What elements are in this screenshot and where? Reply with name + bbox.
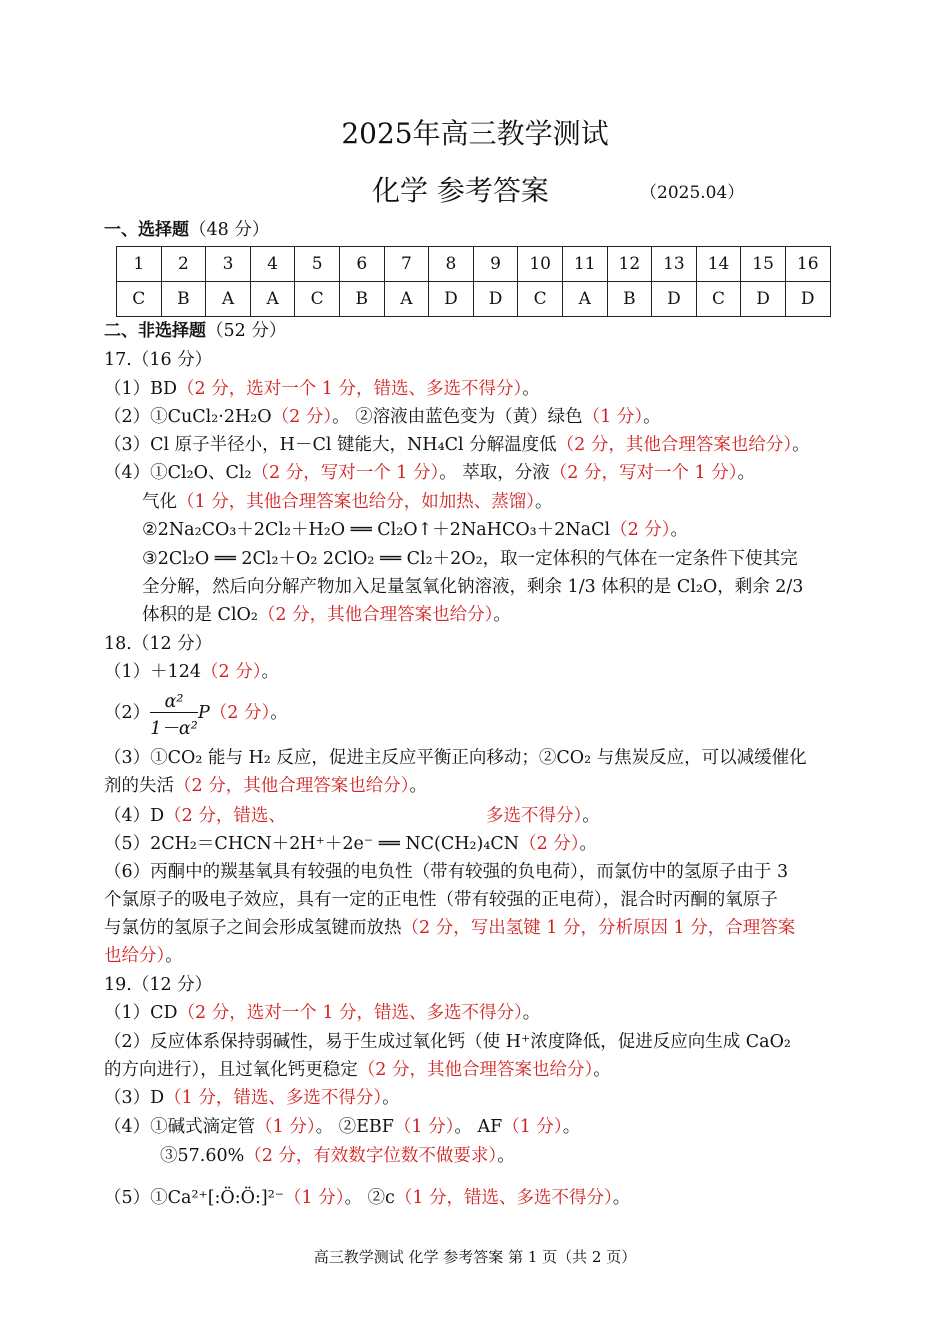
answer-table	[116, 246, 831, 317]
page-footer: 高三教学测试 化学 参考答案 第 1 页（共 2 页）	[313, 1248, 637, 1266]
answer-cell: C	[696, 282, 741, 317]
q17-part4-equation: ②2Na₂CO₃＋2Cl₂＋H₂O ══ Cl₂O↑＋2NaHCO₃＋2NaCl（2 分）。	[142, 520, 689, 540]
answer-cell: B	[339, 282, 384, 317]
question-number-cell: 4	[250, 247, 295, 282]
q18-part3-line2: 剂的失活（2 分，其他合理答案也给分）。	[104, 776, 427, 796]
q18-part6-line4: 也给分）。	[104, 946, 183, 966]
question-number-cell: 8	[429, 247, 474, 282]
answer-cell: A	[206, 282, 251, 317]
answer-cell: B	[161, 282, 206, 317]
question-number-cell: 6	[339, 247, 384, 282]
q18-title: 18.（12 分）	[104, 634, 213, 654]
section-1-heading: 一、选择题（48 分）	[104, 220, 270, 240]
q18-fraction: α² 1－α²	[150, 692, 198, 739]
question-number-cell: 11	[562, 247, 607, 282]
q18-part6-line2: 个氯原子的吸电子效应，具有一定的正电性（带有较强的正电荷），混合时丙酮的氧原子	[104, 890, 778, 910]
q17-part4-3-line2: 全分解，然后向分解产物加入足量氢氧化钠溶液，剩余 1/3 体积的是 Cl₂O，剩余 2/3	[142, 577, 804, 597]
q17-title: 17.（16 分）	[104, 350, 213, 370]
q17-part1: （1）BD（2 分，选对一个 1 分，错选、多选不得分）。	[104, 379, 540, 399]
q18-part4-rest: 多选不得分）。	[486, 806, 600, 826]
page-title: 2025年高三教学测试	[341, 117, 609, 150]
answer-cell: D	[785, 282, 830, 317]
q18-part6-line3: 与氯仿的氢原子之间会形成氢键而放热（2 分，写出氢键 1 分，分析原因 1 分，合理答案	[104, 918, 796, 938]
q17-part4-gasify: 气化（1 分，其他合理答案也给分，如加热、蒸馏）。	[142, 492, 553, 512]
q17-part2: （2）①CuCl₂·2H₂O（2 分）。 ②溶液由蓝色变为（黄）绿色（1 分）。	[104, 407, 661, 427]
q18-part2-label: （2）	[104, 703, 151, 723]
answer-cell: C	[518, 282, 563, 317]
question-number-cell: 3	[206, 247, 251, 282]
question-number-cell: 15	[741, 247, 786, 282]
question-number-cell: 14	[696, 247, 741, 282]
answer-cell: C	[117, 282, 162, 317]
answer-cell: A	[562, 282, 607, 317]
question-number-cell: 5	[295, 247, 340, 282]
question-number-cell: 10	[518, 247, 563, 282]
q17-part3: （3）Cl 原子半径小，H－Cl 键能大，NH₄Cl 分解温度低（2 分，其他合理答案也给分）。	[104, 435, 810, 455]
q19-part5: （5）①Ca²⁺[:Ö:Ö:]²⁻（1 分）。 ②c（1 分，错选、多选不得分）。	[104, 1188, 631, 1208]
question-number-cell: 9	[473, 247, 518, 282]
q18-part6-line1: （6）丙酮中的羰基氧具有较强的电负性（带有较强的负电荷），而氯仿中的氢原子由于 3	[104, 862, 789, 882]
q19-part1: （1）CD（2 分，选对一个 1 分，错选、多选不得分）。	[104, 1003, 541, 1023]
section-2-heading: 二、非选择题（52 分）	[104, 321, 287, 341]
q18-part1: （1）＋124（2 分）。	[104, 662, 279, 682]
question-number-cell: 12	[607, 247, 652, 282]
question-number-cell: 1	[117, 247, 162, 282]
q19-title: 19.（12 分）	[104, 975, 213, 995]
q17-part4: （4）①Cl₂O、Cl₂（2 分，写对一个 1 分）。 萃取，分液（2 分，写对一个 1 分）。	[104, 463, 755, 483]
q19-part2-line2: 的方向进行），且过氧化钙更稳定（2 分，其他合理答案也给分）。	[104, 1060, 611, 1080]
question-number-cell: 13	[652, 247, 697, 282]
question-number-cell: 7	[384, 247, 429, 282]
q18-part4: （4）D（2 分，错选、	[104, 806, 286, 826]
answer-cell: C	[295, 282, 340, 317]
question-number-cell: 16	[785, 247, 830, 282]
q18-part2-rest: P（2 分）。	[198, 703, 288, 723]
answer-cell: D	[429, 282, 474, 317]
answer-table-numbers	[117, 247, 831, 282]
answer-cell: A	[250, 282, 295, 317]
question-number-cell: 2	[161, 247, 206, 282]
answer-cell: A	[384, 282, 429, 317]
q18-part3-line1: （3）①CO₂ 能与 H₂ 反应，促进主反应平衡正向移动；②CO₂ 与焦炭反应，可以减缓催化	[104, 748, 807, 768]
q19-part4-3: ③57.60%（2 分，有效数字位数不做要求）。	[160, 1146, 515, 1166]
q19-part3: （3）D（1 分，错选、多选不得分）。	[104, 1088, 400, 1108]
answer-table-answers	[117, 282, 831, 317]
exam-date: （2025.04）	[640, 183, 745, 203]
answer-cell: D	[473, 282, 518, 317]
q19-part4: （4）①碱式滴定管（1 分）。 ②EBF（1 分）。 AF（1 分）。	[104, 1117, 581, 1137]
answer-cell: D	[652, 282, 697, 317]
answer-cell: B	[607, 282, 652, 317]
q18-part5: （5）2CH₂＝CHCN＋2H⁺＋2e⁻ ══ NC(CH₂)₄CN（2 分）。	[104, 834, 598, 854]
answer-cell: D	[741, 282, 786, 317]
page-subtitle: 化学 参考答案	[372, 174, 549, 207]
q19-part2-line1: （2）反应体系保持弱碱性，易于生成过氧化钙（使 H⁺浓度降低，促进反应向生成 CaO₂	[104, 1032, 791, 1052]
q17-part4-3-line3: 体积的是 ClO₂（2 分，其他合理答案也给分）。	[142, 605, 511, 625]
q17-part4-3-line1: ③2Cl₂O ══ 2Cl₂＋O₂ 2ClO₂ ══ Cl₂＋2O₂，取一定体积的气体在一定条件下使其完	[142, 549, 798, 569]
